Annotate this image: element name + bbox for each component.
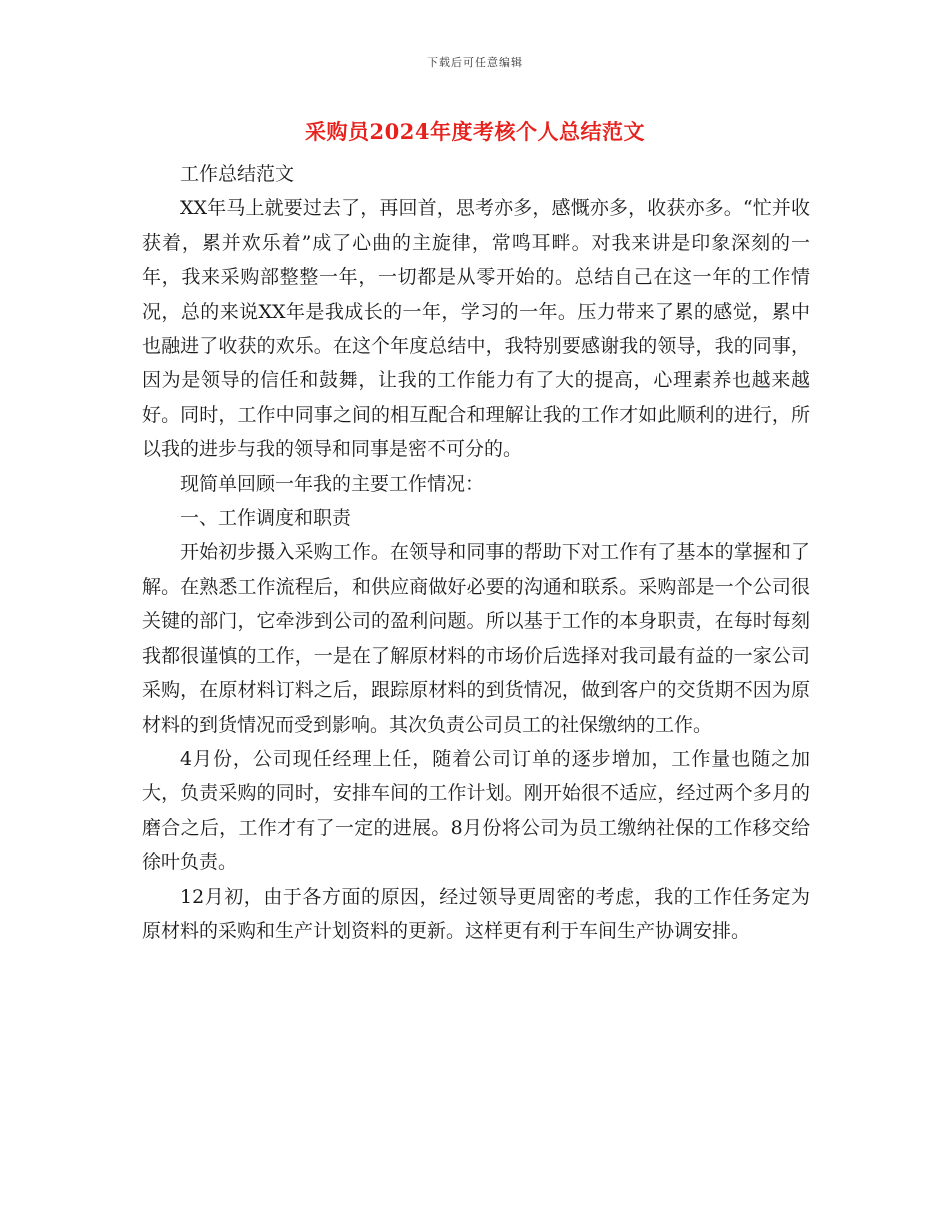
- paragraph-intro: XX年马上就要过去了，再回首，思考亦多，感慨亦多，收获亦多。“忙并收获着，累并欢乐着”成了心曲的主旋律，常鸣耳畔。对我来讲是印象深刻的一年，我来采购部整整一年，一切都是从零开始的。总结自己在这一年的工作情况，总的来说XX年是我成长的一年，学习的一年。压力带来了累的感觉，累中也融进了收获的欢乐。在这个年度总结中，我特别要感谢我的领导，我的同事，因为是领导的信任和鼓舞，让我的工作能力有了大的提高，心理素养也越来越好。同时，工作中同事之间的相互配合和理解让我的工作才如此顺利的进行，所以我的进步与我的领导和同事是密不可分的。: [142, 197, 810, 461]
- paragraph-duties: 开始初步摄入采购工作。在领导和同事的帮助下对工作有了基本的掌握和了解。在熟悉工作流程后，和供应商做好必要的沟通和联系。采购部是一个公司很关键的部门，它牵涉到公司的盈利问题。所以基于工作的本身职责，在每时每刻我都很谨慎的工作，一是在了解原材料的市场价后选择对我司最有益的一家公司采购，在原材料订料之后，跟踪原材料的到货情况，做到客户的交货期不因为原材料的到货情况而受到影响。其次负责公司员工的社保缴纳的工作。: [142, 541, 810, 736]
- document-title: 采购员2024年度考核个人总结范文: [305, 119, 645, 144]
- document-body: [142, 157, 810, 948]
- page-header-note: 下载后可任意编辑: [427, 56, 523, 69]
- paragraph-review-lead: 现简单回顾一年我的主要工作情况：: [180, 472, 485, 495]
- paragraph-december: 12月初，由于各方面的原因，经过领导更周密的考虑，我的工作任务定为原材料的采购和生产计划资料的更新。这样更有利于车间生产协调安排。: [142, 885, 810, 942]
- section-heading-duties: 一、工作调度和职责: [180, 507, 352, 530]
- paragraph-subtitle: 工作总结范文: [180, 163, 295, 185]
- paragraph-april: 4月份，公司现任经理上任，随着公司订单的逐步增加，工作量也随之加大，负责采购的同时，安排车间的工作计划。刚开始很不适应，经过两个多月的磨合之后，工作才有了一定的进展。8月份将公司为员工缴纳社保的工作移交给徐叶负责。: [142, 747, 810, 874]
